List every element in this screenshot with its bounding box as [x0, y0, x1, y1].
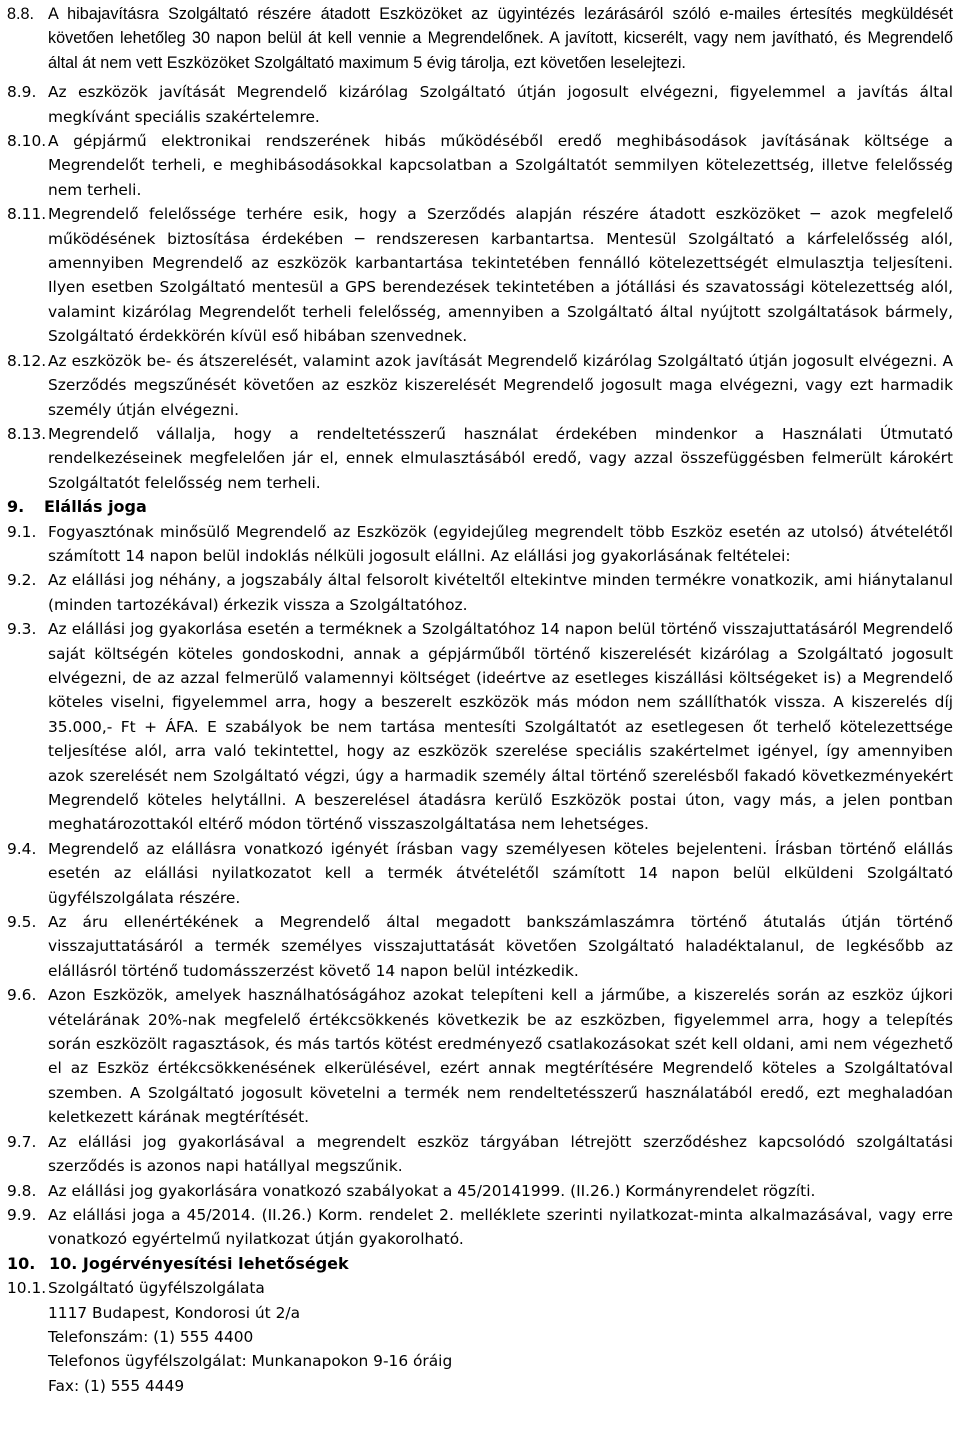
clause-number: 9.7.: [7, 1132, 37, 1151]
clause-text: Fogyasztónak minősülő Megrendelő az Eszközök (egyidejűleg megrendelt több Eszköz esetén az utolsó) átvételétől számított 14 napon belül indoklás nélküli jogosult elállni. Az elállási jog gyakorlásának feltételei:: [48, 522, 953, 565]
clause-8-12: [7, 349, 953, 422]
clause-8-9: [7, 80, 953, 129]
clause-text: Az elállási jog gyakorlására vonatkozó szabályokat a 45/20141999. (II.26.) Kormányrendelet rögzíti.: [48, 1181, 816, 1200]
clause-number: 9.8.: [7, 1181, 37, 1200]
clause-9-6: [7, 983, 953, 1129]
clause-text: Az eszközök javítását Megrendelő kizárólag Szolgáltató útján jogosult elvégezni, figyelemmel a javítás által megkívánt speciális szakértelemre.: [48, 83, 953, 126]
clause-text: A hibajavításra Szolgáltató részére átadott Eszközöket az ügyintézés lezárásáról szóló e-mailes értesítés megküldését követően lehetőleg 30 napon belül át kell vennie a Megrendelőnek. A javított, kicserélt, vagy nem javítható, és Megrendelő által át nem vett Eszközöket Szolgáltató maximum 5 évig tárolja, ezt követően leselejtezi.: [48, 5, 953, 72]
clause-number: 8.10.: [7, 132, 47, 151]
clause-9-2: [7, 568, 953, 617]
clause-text: Az áru ellenértékének a Megrendelő által megadott bankszámlaszámra történő átutalás útján történő visszajuttatásáról a termék személyes visszajuttatását követően Szolgáltató haladéktalanul, de legkésőbb az elállásról történő tudomásszerzést követő 14 napon belül intézkedik.: [48, 913, 953, 980]
clause-text: Szolgáltató ügyfélszolgálata: [48, 1279, 265, 1298]
section-heading-9: [7, 495, 953, 519]
clause-number: 8.13.: [7, 424, 47, 443]
clause-8-10: [7, 129, 953, 202]
clause-number: 9.3.: [7, 620, 37, 639]
clause-number: 9.1.: [7, 522, 37, 541]
clause-9-1: [7, 520, 953, 569]
clause-10-1: [7, 1276, 953, 1300]
clause-number: 9.5.: [7, 913, 37, 932]
clause-number: 8.8.: [7, 5, 35, 23]
hotline-hours-line: Telefonos ügyfélszolgálat: Munkanapokon 9-16 óráig: [48, 1352, 453, 1371]
clause-text: Az eszközök be- és átszerelését, valamint azok javítását Megrendelő kizárólag Szolgáltató útján jogosult elvégezni. A Szerződés megszűnését követően az eszköz kiszerelését Megrendelő jogosult maga elvégezni, vagy ezt harmadik személy útján elvégezni.: [48, 351, 953, 419]
address-line: 1117 Budapest, Kondorosi út 2/a: [48, 1303, 301, 1322]
clause-text: Megrendelő vállalja, hogy a rendeltetésszerű használat érdekében mindenkor a Használati Útmutató rendelkezéseinek megfelelően jár el, ennek elmulasztásából eredő, vagy azzal összefüggésben felmerült károkért Szolgáltatót felelősség nem terheli.: [48, 424, 953, 492]
clause-text: Megrendelő felelőssége terhére esik, hogy a Szerződés alapján részére átadott eszközöket ─ azok megfelelő működésének biztosítása érdekében ─ rendszeresen karbantartsa. Mentesül Szolgáltató a kárfelelősség alól, amennyiben Megrendelő az eszközök karbantartása tekintetében fennálló kötelezettségét elmulasztja teljesíteni. Ilyen esetben Szolgáltató mentesül a GPS berendezések tekintetében a jótállási és szavatossági kötelezettség alól, valamint kizárólag Megrendelőt terheli felelősség, amennyiben a Szolgáltató által nyújtott szolgáltatások bármely, Szolgáltató érdekkörén kívül eső hibában szenvednek.: [48, 205, 953, 346]
clause-text: Megrendelő az elállásra vonatkozó igényét írásban vagy személyesen köteles bejelenteni. Írásban történő elállás esetén az elállási nyilatkozatot kell a termék átvételétől számított 14 napon belül elküldeni Szolgáltató ügyfélszolgálata részére.: [48, 839, 953, 907]
clause-text: Az elállási joga a 45/2014. (II.26.) Korm. rendelet 2. melléklete szerinti nyilatkozat-minta alkalmazásával, vagy erre vonatkozó egyértelmű nyilatkozat útján gyakorolható.: [48, 1205, 953, 1249]
clause-9-5: [7, 910, 953, 983]
section-heading-10: [7, 1252, 953, 1276]
clause-8-13: [7, 422, 953, 495]
clause-9-8: [7, 1179, 953, 1203]
clause-8-11: [7, 202, 953, 348]
section-title: Elállás joga: [44, 497, 147, 517]
clause-number: 9.2.: [7, 571, 37, 590]
clause-9-9: [7, 1203, 953, 1252]
section-title: 10. Jogérvényesítési lehetőségek: [49, 1253, 349, 1273]
clause-number: 8.12.: [7, 351, 47, 370]
clause-text: Az elállási jog gyakorlásával a megrendelt eszköz tárgyában létrejött szerződéshez kapcsolódó szolgáltatási szerződés is azonos napi hatállyal megszűnik.: [48, 1132, 953, 1176]
clause-number: 8.9.: [7, 83, 37, 102]
clause-number: 9.9.: [7, 1205, 37, 1224]
clause-9-4: [7, 837, 953, 910]
clause-9-7: [7, 1130, 953, 1179]
clause-number: 10.1.: [7, 1279, 47, 1298]
clause-text: Az elállási jog gyakorlása esetén a terméknek a Szolgáltatóhoz 14 napon belül történő visszajuttatásáról Megrendelő saját költségén köteles gondoskodni, annak a gépjárműből történő kiszerelését kizárólag a Szolgáltató jogosult elvégezni, de az azzal felmerülő valamennyi költséget (ideértve az esetleges kiszállási költségeket is) a Megrendelő köteles viselni, figyelemmel arra, hogy a beszerelt eszközök más módon nem szállíthatók vissza. A kiszerelés díj 35.000,- Ft + ÁFA. E szabályok be nem tartása mentesíti Szolgáltatót az esetlegesen őt terhelő kötelezettsége teljesítése alól, arra való tekintettel, hogy az eszközök szerelése speciális szakértelmet igényel, így amennyiben azok szerelését nem Szolgáltató végzi, úgy a harmadik személy által történő szerelésből fakadó következményekért Megrendelő köteles helytállni. A beszerelésel átadásra kerülő Eszközök postai úton, vagy más, a jelen pontban meghatározottakól eltérő módon történő visszaszolgáltatása nem lehetséges.: [48, 620, 953, 834]
clause-text: A gépjármű elektronikai rendszerének hibás működéséből eredő meghibásodások javításának költsége a Megrendelőt terheli, e meghibásodásokkal kapcsolatban a Szolgáltatót semmilyen kötelezettség, illetve felelősség nem terheli.: [48, 132, 953, 199]
clause-number: 8.11.: [7, 205, 47, 224]
section-number: 9.: [7, 497, 25, 517]
fax-line: Fax: (1) 555 4449: [48, 1376, 185, 1395]
clause-text: Az elállási jog néhány, a jogszabály által felsorolt kivételtől eltekintve minden termékre vonatkozik, ami hiánytalanul (minden tartozékával) érkezik vissza a Szolgáltatóhoz.: [48, 571, 953, 614]
phone-line: Telefonszám: (1) 555 4400: [48, 1327, 254, 1346]
section-number: 10.: [7, 1253, 36, 1273]
clause-text: Azon Eszközök, amelyek használhatóságához azokat telepíteni kell a járműbe, a kiszerelés során az eszköz újkori vételárának 20%-nak megfelelő értékcsökkenés következik be az eszközben, figyelemmel arra, hogy a telepítés során eszközölt ragasztások, és más tartós kötést eredményező csatlakozásokat szét kell oldani, ami nem végezhető el az Eszköz értékcsökkenésének elkerülésével, ezért annak megtérítésére Megrendelő köteles a Szolgáltatóval szemben. A Szolgáltató jogosult követelni a termék nem rendeltetésszerű használatából eredő, ezt meghaladóan keletkezett kárának megtérítését.: [48, 986, 953, 1127]
clause-number: 9.4.: [7, 839, 37, 858]
clause-number: 9.6.: [7, 986, 37, 1005]
clause-8-8: [7, 2, 953, 75]
clause-9-3: [7, 617, 953, 837]
